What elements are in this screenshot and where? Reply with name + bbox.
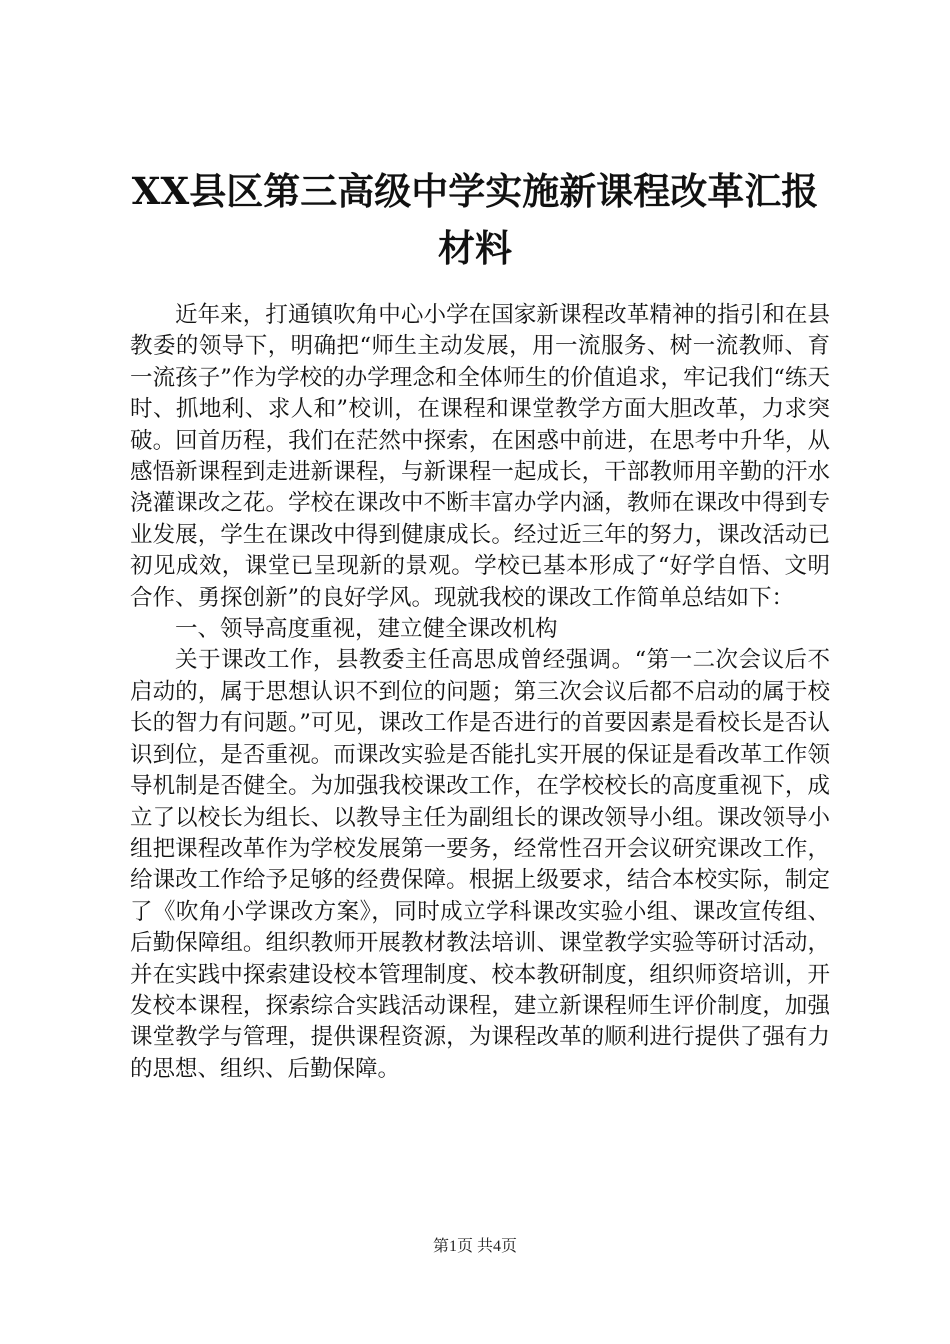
body-paragraph: 关于课改工作，县教委主任高思成曾经强调。“第一二次会议后不启动的，属于思想认识不到位的问题；第三次会议后都不启动的属于校长的智力有问题。”可见，课改工作是否进行的首要因素是看校长是否认识到位，是否重视。而课改实验是否能扎实开展的保证是看改革工作领导机制是否健全。为加强我校课改工作，在学校校长的高度重视下，成立了以校长为组长、以教导主任为副组长的课改领导小组。课改领导小组把课程改革作为学校发展第一要务，经常性召开会议研究课改工作，给课改工作给予足够的经费保障。根据上级要求，结合本校实际，制定了《吹角小学课改方案》，同时成立学科课改实验小组、课改宣传组、后勤保障组。组织教师开展教材教法培训、课堂教学实验等研讨活动，并在实践中探索建设校本管理制度、校本教研制度，组织师资培训，开发校本课程，探索综合实践活动课程，建立新课程师生评价制度，加强课堂教学与管理，提供课程资源，为课程改革的顺利进行提供了强有力的思想、组织、后勤保障。	[130, 647, 830, 1082]
body-paragraph: 近年来，打通镇吹角中心小学在国家新课程改革精神的指引和在县教委的领导下，明确把“师生主动发展，用一流服务、树一流教师、育一流孩子”作为学校的办学理念和全体师生的价值追求，牢记我们“练天时、抓地利、求人和”校训，在课程和课堂教学方面大胆改革，力求突破。回首历程，我们在茫然中探索，在困惑中前进，在思考中升华，从感悟新课程到走进新课程，与新课程一起成长，干部教师用辛勤的汗水浇灌课改之花。学校在课改中不断丰富办学内涵，教师在课改中得到专业发展，学生在课改中得到健康成长。经过近三年的努力，课改活动已初见成效，课堂已呈现新的景观。学校已基本形成了“好学自悟、文明合作、勇探创新”的良好学风。现就我校的课改工作简单总结如下：	[130, 302, 830, 611]
section-heading: 一、领导高度重视，建立健全课改机构	[175, 616, 558, 643]
document-title: XX县区第三高级中学实施新课程改革汇报材料	[131, 169, 819, 270]
page-footer: 第1页 共4页	[432, 1238, 517, 1255]
document-body	[130, 300, 830, 1085]
